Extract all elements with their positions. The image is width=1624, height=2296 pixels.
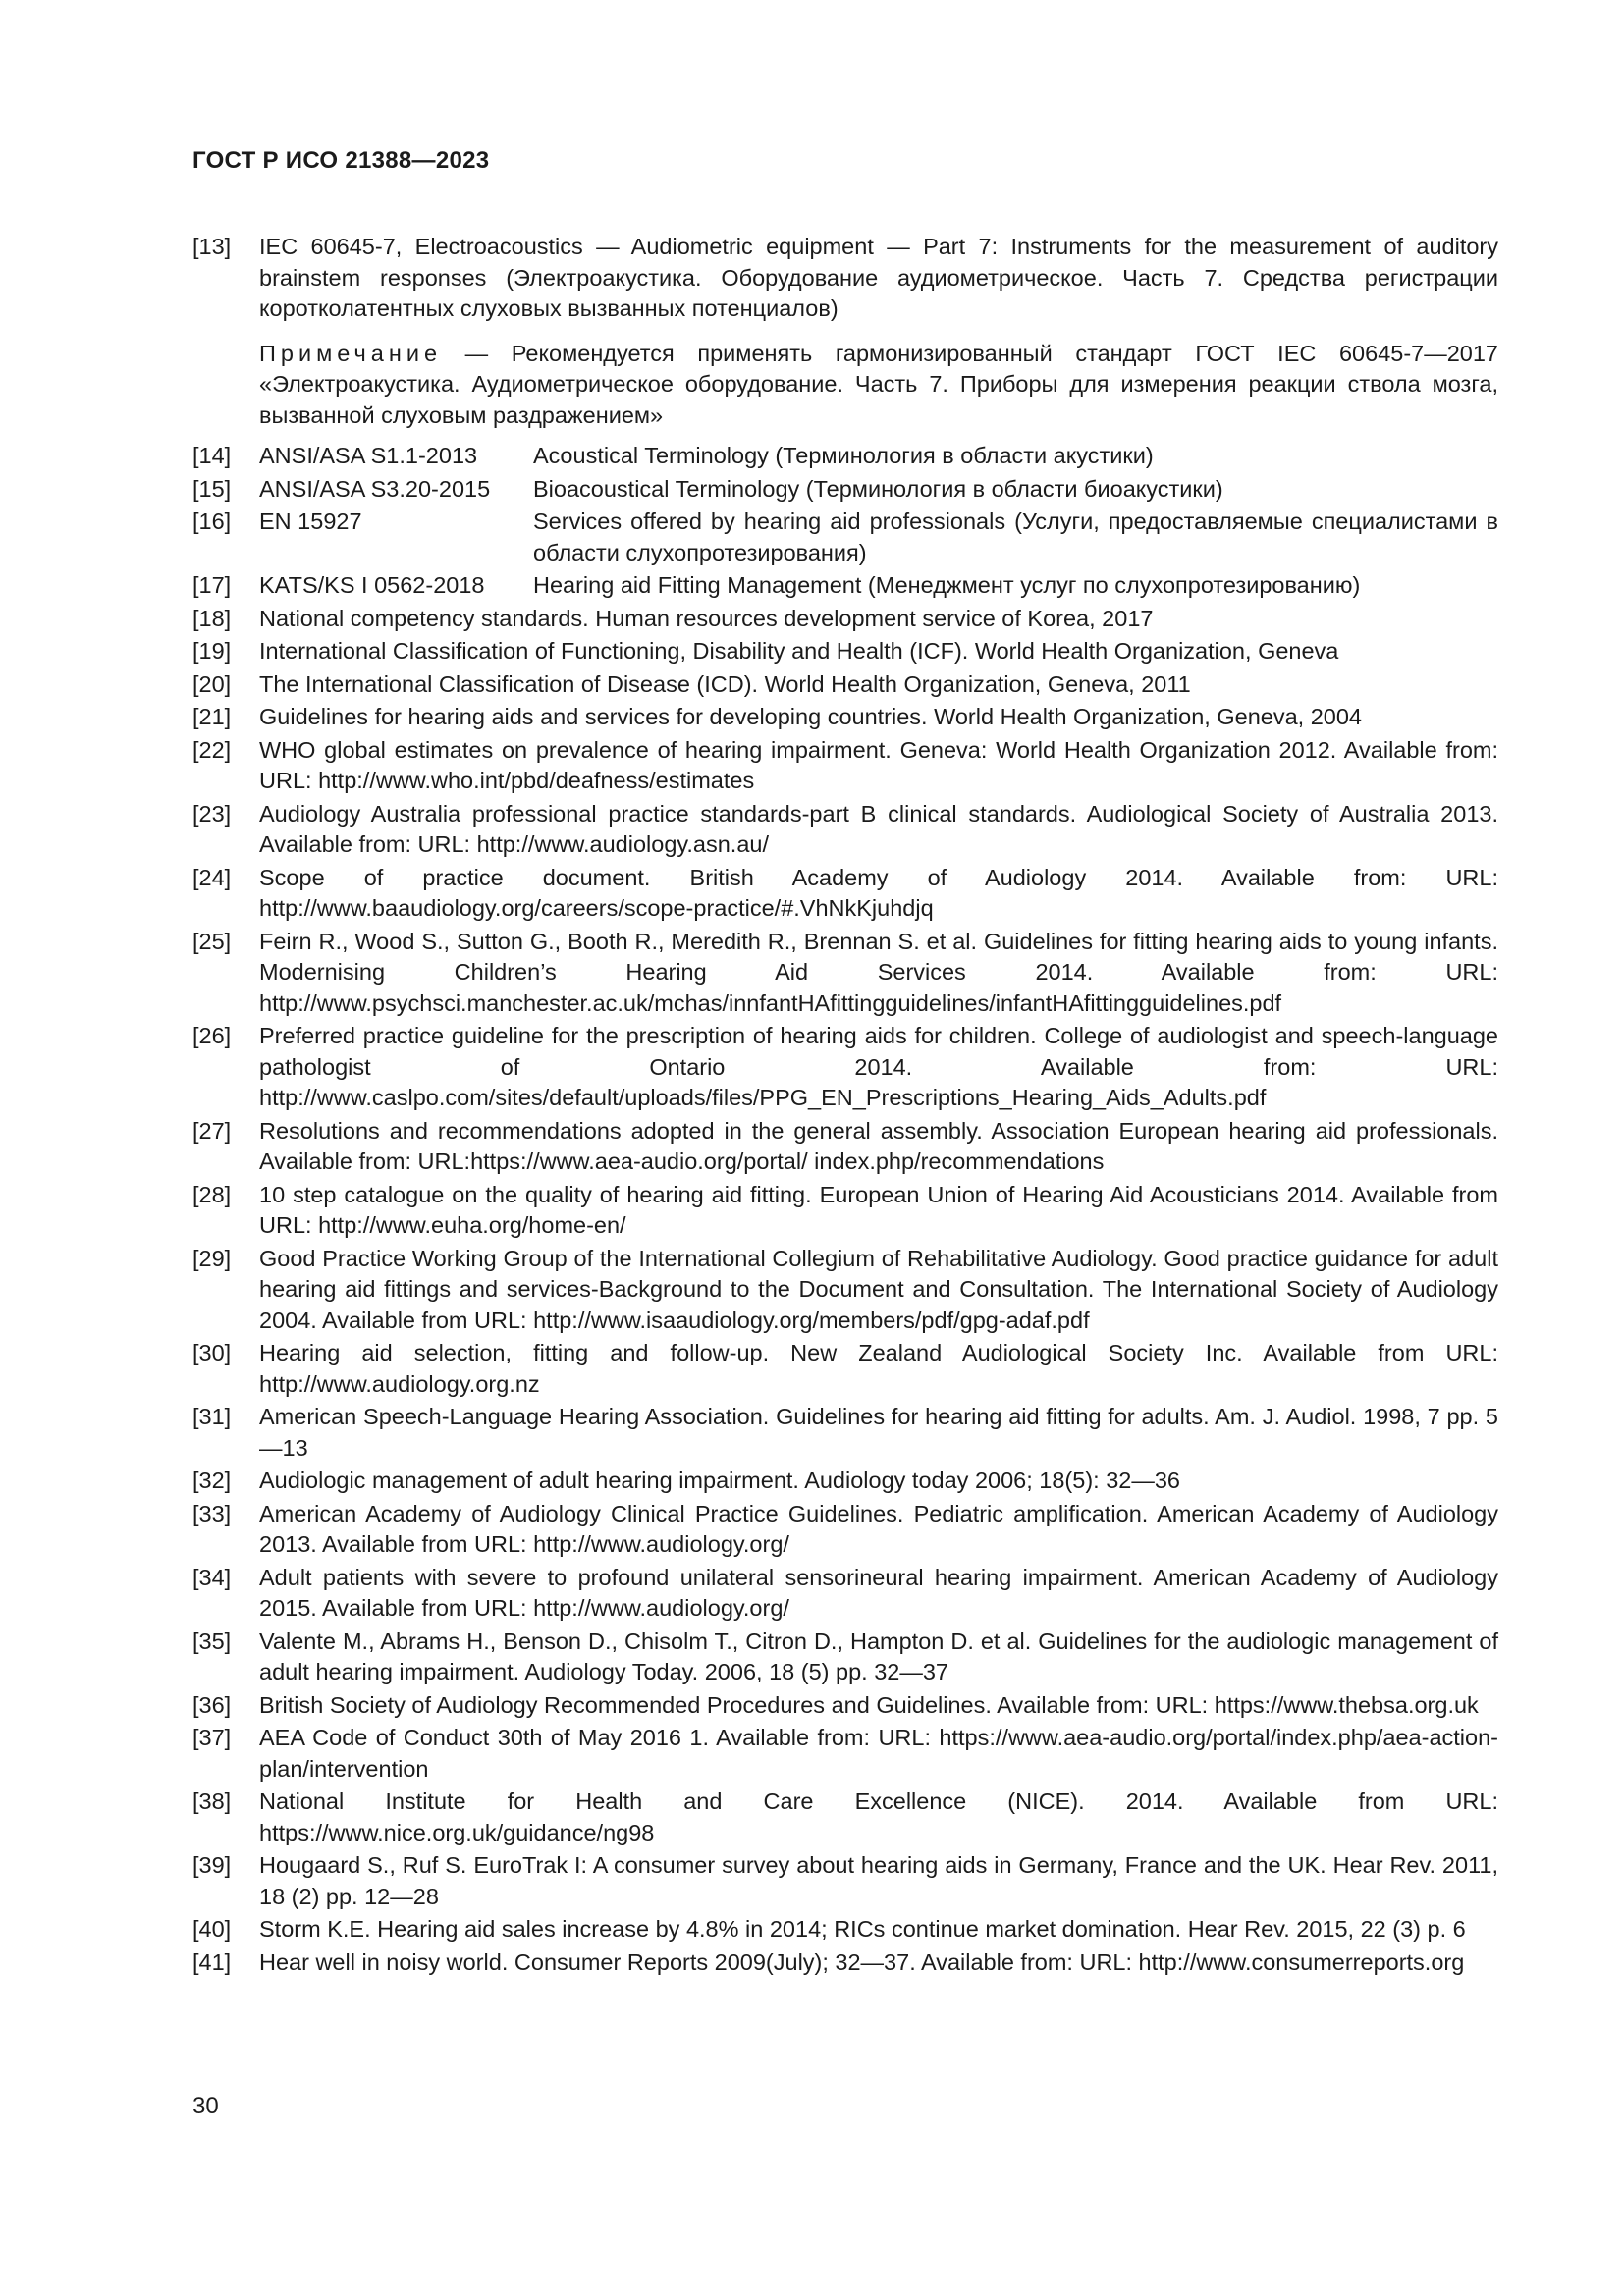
reference-text: Hearing aid selection, fitting and follow-up. New Zealand Audiological Society Inc. Available from URL: http://www.audiology.org.nz	[259, 1340, 1498, 1397]
reference-16	[192, 507, 1498, 568]
reference-number: [21]	[192, 704, 232, 729]
reference-22	[192, 735, 1498, 797]
reference-number: [25]	[192, 928, 232, 954]
bibliography-list	[192, 232, 1498, 1980]
reference-text: Resolutions and recommendations adopted in the general assembly. Association European hearing aid professionals. Available from: URL:https://www.aea-audio.org/portal/ index.php/recommendations	[259, 1117, 1498, 1174]
reference-text: Services offered by hearing aid professionals (Услуги, предоставляемые специалистами в области слухопротезирования)	[533, 508, 1498, 565]
reference-33	[192, 1499, 1498, 1561]
reference-38	[192, 1787, 1498, 1848]
reference-text: Preferred practice guideline for the prescription of hearing aids for children. College of audiologist and speech-language pathologist of Ontario 2014. Available from: URL: http://www.caslpo.com/sites/default/uploads/files/PPG_EN_Prescriptions_Hearing_Aids_Adults.pdf	[259, 1023, 1498, 1110]
reference-number: [15]	[192, 475, 232, 502]
note-label: Примечание	[259, 340, 443, 366]
reference-number: [36]	[192, 1691, 232, 1718]
reference-18	[192, 604, 1498, 635]
reference-text: Feirn R., Wood S., Sutton G., Booth R., Meredith R., Brennan S. et al. Guidelines for fitting hearing aids to young infants. Modernising Children’s Hearing Aid Services 2014. Available from: URL: http://www.psychsci.manchester.ac.uk/mchas/innfantHAfittingguidelines/infantHAfittingguidelines.pdf	[259, 928, 1498, 1016]
reference-number: [28]	[192, 1181, 232, 1207]
reference-number: [29]	[192, 1245, 232, 1271]
reference-number: [26]	[192, 1023, 232, 1048]
reference-code: KATS/KS I 0562-2018	[259, 572, 485, 598]
reference-24	[192, 863, 1498, 925]
reference-number: [32]	[192, 1468, 232, 1493]
reference-number: [13]	[192, 234, 232, 259]
reference-text: AEA Code of Conduct 30th of May 2016 1. Available from: URL: https://www.aea-audio.org/portal/index.php/aea-action-plan/intervention	[259, 1725, 1498, 1782]
reference-34	[192, 1563, 1498, 1625]
reference-text: National competency standards. Human resources development service of Korea, 2017	[259, 605, 1154, 631]
reference-text: American Speech-Language Hearing Association. Guidelines for hearing aid fitting for adults. Am. J. Audiol. 1998, 7 pp. 5—13	[259, 1404, 1498, 1461]
reference-32	[192, 1466, 1498, 1497]
reference-40	[192, 1914, 1498, 1946]
reference-text: WHO global estimates on prevalence of hearing impairment. Geneva: World Health Organization 2012. Available from: URL: http://www.who.int/pbd/deafness/estimates	[259, 736, 1498, 793]
reference-17	[192, 570, 1498, 602]
reference-number: [17]	[192, 572, 232, 598]
reference-text: Audiology Australia professional practice standards-part B clinical standards. Audiological Society of Australia 2013. Available from: URL: http://www.audiology.asn.au/	[259, 800, 1498, 857]
reference-text: Acoustical Terminology (Терминология в области акустики)	[533, 443, 1154, 468]
reference-number: [39]	[192, 1852, 232, 1878]
reference-number: [16]	[192, 508, 232, 534]
reference-14	[192, 441, 1498, 472]
reference-text: Guidelines for hearing aids and services for developing countries. World Health Organization, Geneva, 2004	[259, 704, 1362, 729]
reference-code: EN 15927	[259, 508, 362, 534]
reference-29	[192, 1244, 1498, 1337]
reference-code: ANSI/ASA S3.20-2015	[259, 475, 491, 502]
reference-13	[192, 232, 1498, 325]
reference-text: Scope of practice document. British Academy of Audiology 2014. Available from: URL: http://www.baaudiology.org/careers/scope-practice/#.VhNkKjuhdjq	[259, 864, 1498, 921]
reference-number: [18]	[192, 605, 232, 631]
reference-number: [20]	[192, 670, 232, 697]
reference-35	[192, 1627, 1498, 1688]
reference-text: Hougaard S., Ruf S. EuroTrak I: A consumer survey about hearing aids in Germany, France and the UK. Hear Rev. 2011, 18 (2) pp. 12—28	[259, 1852, 1498, 1909]
reference-37	[192, 1723, 1498, 1785]
reference-text: Adult patients with severe to profound unilateral sensorineural hearing impairment. American Academy of Audiology 2015. Available from URL: http://www.audiology.org/	[259, 1564, 1498, 1621]
reference-25	[192, 927, 1498, 1020]
reference-number: [41]	[192, 1949, 232, 1975]
page-number: 30	[192, 2093, 219, 2119]
reference-text: Hear well in noisy world. Consumer Reports 2009(July); 32—37. Available from: URL: http://www.consumerreports.org	[259, 1949, 1465, 1975]
reference-23	[192, 799, 1498, 861]
reference-21	[192, 702, 1498, 733]
reference-41	[192, 1948, 1498, 1979]
reference-text: 10 step catalogue on the quality of hearing aid fitting. European Union of Hearing Aid Acousticians 2014. Available from URL: http://www.euha.org/home-en/	[259, 1181, 1498, 1238]
reference-number: [30]	[192, 1340, 232, 1365]
reference-number: [40]	[192, 1916, 232, 1942]
reference-number: [27]	[192, 1117, 232, 1144]
reference-text: The International Classification of Disease (ICD). World Health Organization, Geneva, 2011	[259, 670, 1191, 697]
reference-19	[192, 636, 1498, 667]
reference-text: International Classification of Functioning, Disability and Health (ICF). World Health Organization, Geneva	[259, 638, 1339, 664]
reference-text: British Society of Audiology Recommended Procedures and Guidelines. Available from: URL: https://www.thebsa.org.uk	[259, 1691, 1479, 1718]
reference-code: ANSI/ASA S1.1-2013	[259, 443, 478, 468]
reference-number: [22]	[192, 736, 232, 763]
reference-text: American Academy of Audiology Clinical Practice Guidelines. Pediatric amplification. American Academy of Audiology 2013. Available from URL: http://www.audiology.org/	[259, 1500, 1498, 1557]
reference-39	[192, 1850, 1498, 1912]
reference-36	[192, 1690, 1498, 1722]
note-13	[259, 339, 1498, 432]
reference-31	[192, 1402, 1498, 1464]
reference-text: Storm K.E. Hearing aid sales increase by 4.8% in 2014; RICs continue market domination. Hear Rev. 2015, 22 (3) p. 6	[259, 1916, 1466, 1942]
reference-28	[192, 1180, 1498, 1242]
reference-number: [19]	[192, 638, 232, 664]
reference-text: Good Practice Working Group of the International Collegium of Rehabilitative Audiology. Good practice guidance for adult hearing aid fittings and services-Background to the Document and Consultation. The International Society of Audiology 2004. Available from URL: http://www.isaaudiology.org/members/pdf/gpg-adaf.pdf	[259, 1245, 1498, 1333]
reference-27	[192, 1116, 1498, 1178]
reference-number: [34]	[192, 1564, 232, 1590]
reference-number: [33]	[192, 1500, 232, 1526]
reference-30	[192, 1338, 1498, 1400]
reference-number: [37]	[192, 1725, 232, 1750]
reference-text: Bioacoustical Terminology (Терминология в области биоакустики)	[533, 475, 1223, 502]
reference-text: National Institute for Health and Care Excellence (NICE). 2014. Available from URL: https://www.nice.org.uk/guidance/ng98	[259, 1789, 1498, 1845]
reference-number: [38]	[192, 1789, 232, 1814]
reference-number: [14]	[192, 443, 232, 468]
reference-text: Valente M., Abrams H., Benson D., Chisolm T., Citron D., Hampton D. et al. Guidelines for the audiologic management of adult hearing impairment. Audiology Today. 2006, 18 (5) pp. 32—37	[259, 1628, 1498, 1684]
reference-number: [23]	[192, 800, 232, 827]
reference-number: [31]	[192, 1404, 232, 1429]
reference-text: Hearing aid Fitting Management (Менеджмент услуг по слухопротезированию)	[533, 572, 1361, 598]
reference-number: [35]	[192, 1628, 232, 1654]
document-header: ГОСТ Р ИСО 21388—2023	[192, 147, 490, 174]
reference-26	[192, 1021, 1498, 1114]
reference-number: [24]	[192, 864, 232, 890]
reference-20	[192, 669, 1498, 701]
reference-text: Audiologic management of adult hearing impairment. Audiology today 2006; 18(5): 32—36	[259, 1468, 1180, 1493]
reference-text: IEC 60645-7, Electroacoustics — Audiometric equipment — Part 7: Instruments for the measurement of auditory brainstem responses (Электроакустика. Оборудование аудиометрическое. Часть 7. Средства регистрации коротколатентных слуховых вызванных потенциалов)	[259, 234, 1498, 321]
reference-15	[192, 474, 1498, 506]
note-text: — Рекомендуется применять гармонизированный стандарт ГОСТ IEC 60645-7—2017 «Электроакустика. Аудиометрическое оборудование. Часть 7. Приборы для измерения реакции ствола мозга, вызванной слуховым раздражением»	[259, 340, 1499, 428]
